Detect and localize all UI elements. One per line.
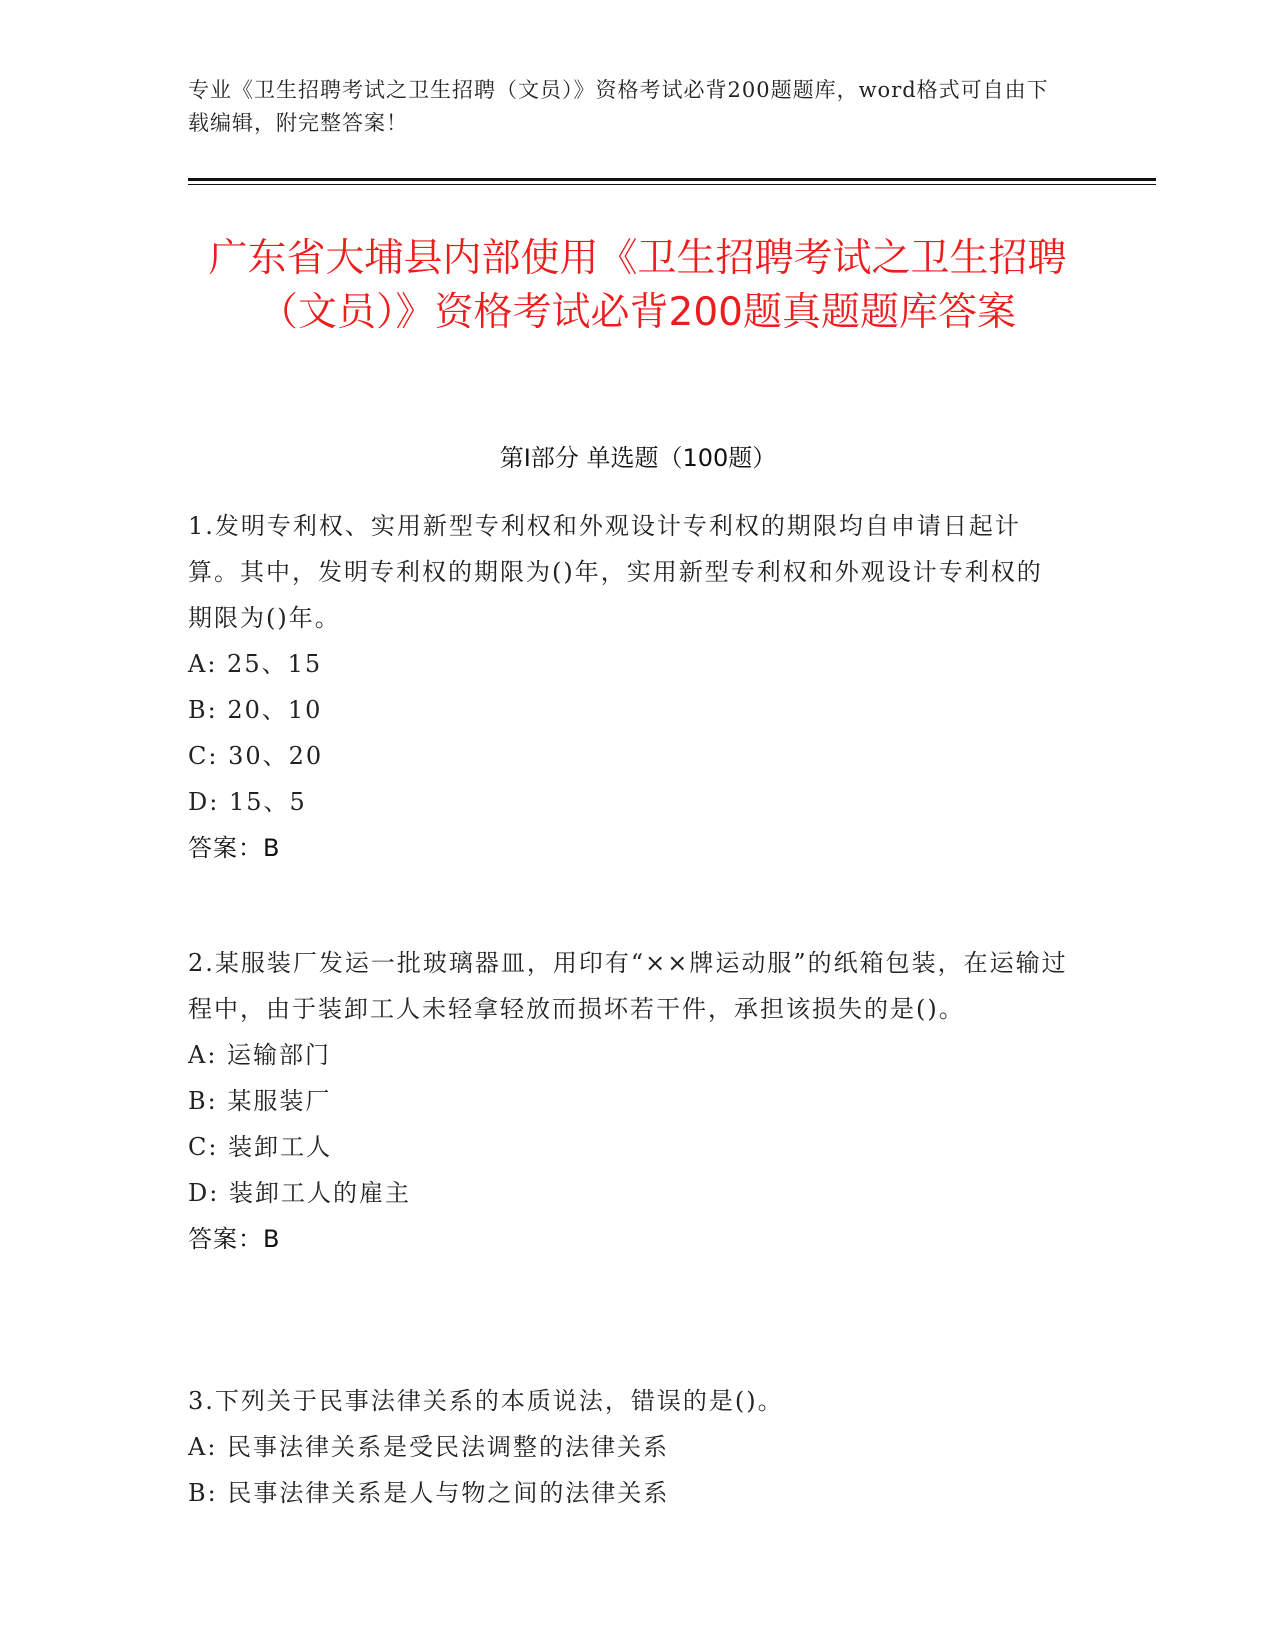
header-divider-thin — [188, 184, 1156, 185]
header-note: 专业《卫生招聘考试之卫生招聘（文员）》资格考试必背200题题库，word格式可自由下载编辑，附完整答案！ — [188, 78, 1049, 135]
section-title: 第Ⅰ部分 单选题（100题） — [499, 444, 777, 472]
question-1 — [188, 503, 1068, 871]
question-stem: 3.下列关于民事法律关系的本质说法，错误的是()。 — [188, 1387, 784, 1415]
header-divider-thick — [188, 178, 1156, 181]
option-b: B: 民事法律关系是人与物之间的法律关系 — [188, 1479, 670, 1507]
option-b: B: 20、10 — [188, 696, 323, 724]
question-stem: 2.某服装厂发运一批玻璃器皿，用印有“××牌运动服”的纸箱包装，在运输过程中，由于装卸工人未轻拿轻放而损坏若干件，承担该损失的是()。 — [188, 949, 1068, 1023]
option-c: C: 30、20 — [188, 742, 324, 770]
question-2 — [188, 940, 1068, 1262]
answer: 答案：B — [188, 1225, 281, 1253]
option-d: D: 15、5 — [188, 788, 307, 816]
option-b: B: 某服装厂 — [188, 1087, 332, 1115]
option-a: A: 25、15 — [188, 650, 323, 678]
option-a: A: 运输部门 — [188, 1041, 332, 1069]
option-c: C: 装卸工人 — [188, 1133, 333, 1161]
answer: 答案：B — [188, 834, 281, 862]
question-3 — [188, 1378, 1068, 1516]
option-a: A: 民事法律关系是受民法调整的法律关系 — [188, 1433, 670, 1461]
option-d: D: 装卸工人的雇主 — [188, 1179, 411, 1207]
document-title: 广东省大埔县内部使用《卫生招聘考试之卫生招聘（文员）》资格考试必背200题真题题库答案 — [208, 236, 1067, 335]
question-stem: 1.发明专利权、实用新型专利权和外观设计专利权的期限均自申请日起计算。其中，发明专利权的期限为()年，实用新型专利权和外观设计专利权的期限为()年。 — [188, 512, 1043, 632]
